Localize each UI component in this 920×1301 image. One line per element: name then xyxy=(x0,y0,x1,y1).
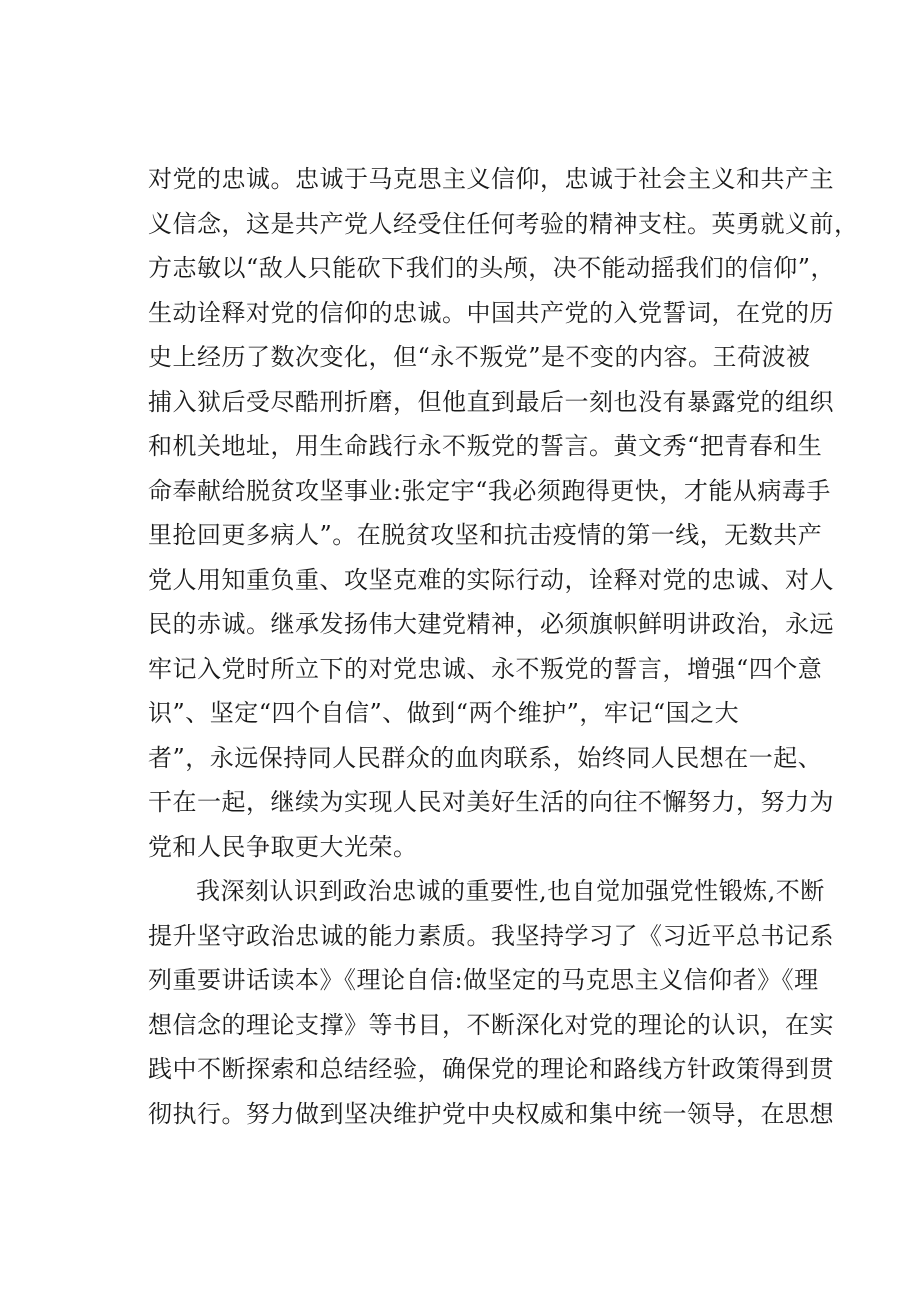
paragraph-line: 者”，永远保持同人民群众的血肉联系，始终同人民想在一起、 xyxy=(148,743,823,772)
paragraph-line: 想信念的理论支撑》等书目，不断深化对党的理论的认识，在实 xyxy=(148,1010,834,1039)
paragraph-line: 对党的忠诚。忠诚于马克思主义信仰，忠诚于社会主义和共产主 xyxy=(148,165,834,193)
paragraph-line: 列重要讲话读本》《理论自信:做坚定的马克思主义信仰者》《理 xyxy=(148,966,819,994)
paragraph-line: 我深刻认识到政治忠诚的重要性,也自觉加强党性锻炼,不断 xyxy=(196,877,825,905)
paragraph-line: 史上经历了数次变化，但“永不叛党”是不变的内容。王荷波被 xyxy=(148,343,811,371)
paragraph-line: 党和人民争取更大光荣。 xyxy=(148,832,418,861)
paragraph-line: 干在一起，继续为实现人民对美好生活的向往不懈努力，努力为 xyxy=(148,788,834,816)
paragraph-line: 提升坚守政治忠诚的能力素质。我坚持学习了《习近平总书记系 xyxy=(148,921,834,950)
paragraph-line: 捕入狱后受尽酷刑折磨，但他直到最后一刻也没有暴露党的组织 xyxy=(148,387,834,416)
paragraph-1 xyxy=(148,157,859,869)
paragraph-line: 义信念，这是共产党人经受住任何考验的精神支柱。英勇就义前， xyxy=(148,209,859,238)
paragraph-2 xyxy=(148,869,834,1136)
paragraph-line: 党人用知重负重、攻坚克难的实际行动，诠释对党的忠诚、对人 xyxy=(148,565,834,594)
document-body xyxy=(148,157,859,1136)
paragraph-line: 和机关地址，用生命践行永不叛党的誓言。黄文秀“把青春和生 xyxy=(148,432,823,460)
paragraph-line: 识”、坚定“四个自信”、做到“两个维护”，牢记“国之大 xyxy=(148,699,740,727)
paragraph-line: 彻执行。努力做到坚决维护党中央权威和集中统一领导，在思想 xyxy=(148,1099,834,1128)
paragraph-line: 践中不断探索和总结经验，确保党的理论和路线方针政策得到贯 xyxy=(148,1055,834,1083)
paragraph-line: 牢记入党时所立下的对党忠诚、永不叛党的誓言，增强“四个意 xyxy=(148,654,823,683)
paragraph-line: 命奉献给脱贫攻坚事业:张定宇“我必须跑得更快，才能从病毒手 xyxy=(148,476,831,505)
paragraph-line: 民的赤诚。继承发扬伟大建党精神，必须旗帜鲜明讲政治，永远 xyxy=(148,610,834,638)
paragraph-line: 里抢回更多病人”。在脱贫攻坚和抗击疫情的第一线，无数共产 xyxy=(148,521,823,549)
paragraph-line: 方志敏以“敌人只能砍下我们的头颅，决不能动摇我们的信仰”， xyxy=(148,254,836,282)
paragraph-line: 生动诠释对党的信仰的忠诚。中国共产党的入党誓词，在党的历 xyxy=(148,298,834,327)
